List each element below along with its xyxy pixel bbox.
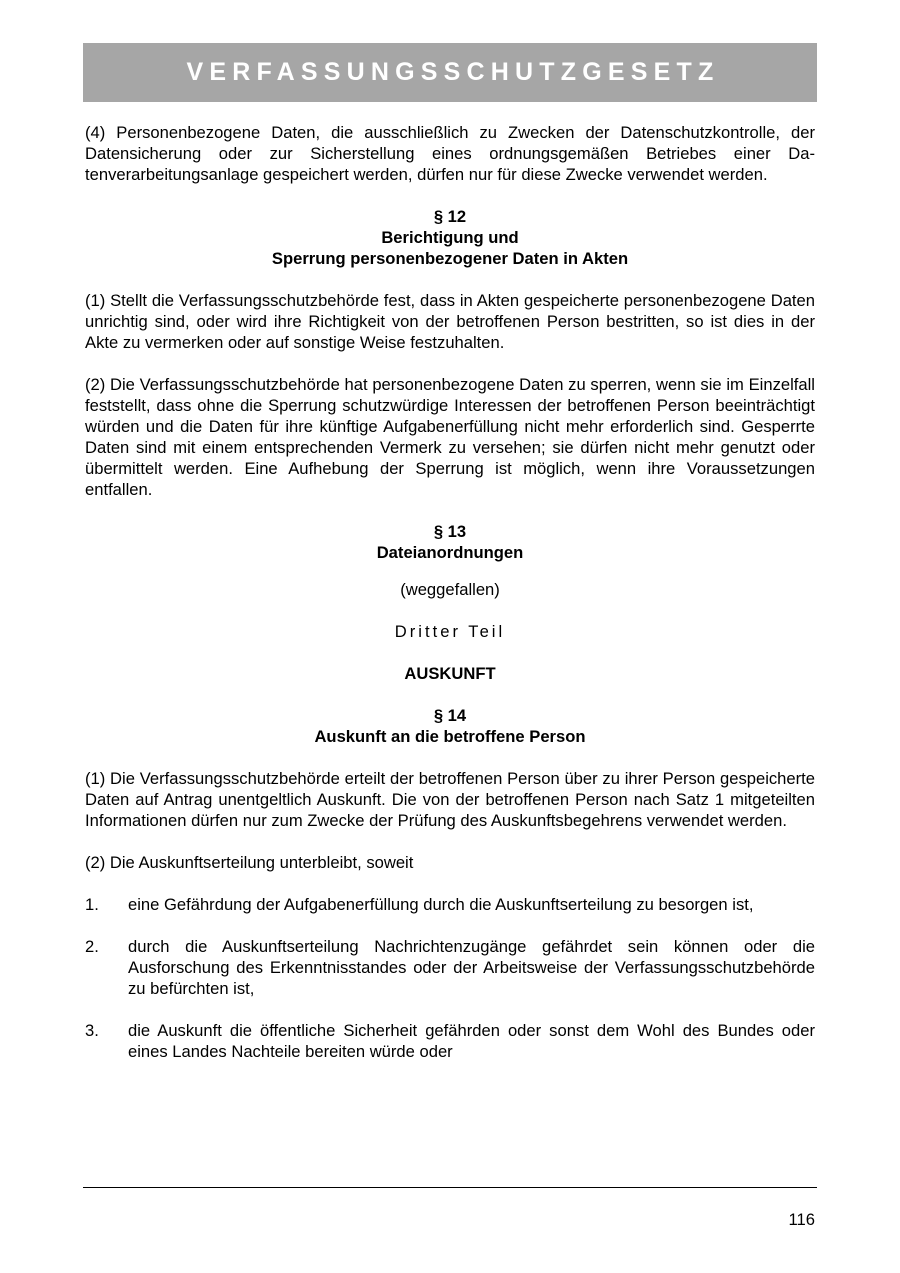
- section-14-title: Auskunft an die betroffene Person: [314, 727, 586, 746]
- paragraph-4: (4) Personenbezogene Daten, die ausschließlich zu Zwecken der Datenschutzkontrolle, der Datensicherung oder zur Sicherstellung eines ordnungsgemäßen Betriebes einer Datenverarbeitungsanlage gespeichert werden, dürfen nur für diese Zwecke verwendet werden.: [85, 123, 815, 184]
- section-12-paragraph-1: (1) Stellt die Verfassungsschutzbehörde fest, dass in Akten gespeicherte personenbezogene Daten unrichtig sind, oder wird ihre Richtigkeit von der betroffenen Person bestritten, so ist dies in der Akte zu vermerken oder auf sonstige Weise festzuhalten.: [85, 291, 815, 352]
- section-12-paragraph-2: (2) Die Verfassungsschutzbehörde hat personenbezogene Daten zu sperren, wenn sie im Einzelfall feststellt, dass ohne die Sperrung schutzwürdige Interessen der betroffenen Person beeinträchtigt würden und die Daten für ihre künftige Aufgabenerfüllung nicht mehr erforderlich sind. Gesperrte Daten sind mit einem entsprechenden Vermerk zu versehen; sie dürfen nicht mehr genutzt oder übermittelt werden. Eine Aufhebung der Sperrung ist möglich, wenn ihre Voraussetzungen entfallen.: [85, 375, 815, 499]
- part-label: Dritter Teil: [394, 622, 506, 641]
- header-title: VERFASSUNGSSCHUTZGESETZ: [186, 58, 720, 86]
- section-12-heading: [85, 206, 815, 269]
- list-item-text: eine Gefährdung der Aufgabenerfüllung durch die Auskunftserteilung zu besorgen ist,: [128, 895, 754, 914]
- section-12-title-line2: Sperrung personenbezogener Daten in Akten: [271, 249, 629, 268]
- section-13-number: § 13: [433, 522, 467, 541]
- section-14-heading: [85, 705, 815, 747]
- list-item-number: 1.: [85, 895, 99, 914]
- page-number: 116: [788, 1210, 815, 1229]
- section-14-paragraph-1: (1) Die Verfassungsschutzbehörde erteilt der betroffenen Person über zu ihrer Person gespeicherte Daten auf Antrag unentgeltlich Auskunft. Die von der betroffenen Person nach Satz 1 mitgeteilten Informationen dürfen nur zum Zwecke der Prüfung des Auskunftsbegehrens verwendet werden.: [85, 769, 815, 830]
- list-item: [85, 894, 815, 915]
- list-item: [85, 1020, 815, 1062]
- section-12-title-line1: Berichtigung und: [381, 228, 519, 247]
- page-header: [83, 43, 817, 102]
- footer-divider: [83, 1187, 817, 1188]
- list-item-number: 2.: [85, 937, 99, 956]
- list-item-number: 3.: [85, 1021, 99, 1040]
- list-item-text: die Auskunft die öffentliche Sicherheit gefährden oder sonst dem Wohl des Bundes oder eines Landes Nachteile bereiten würde oder: [128, 1021, 815, 1061]
- list-item-text: durch die Auskunftserteilung Nachrichtenzugänge gefährdet sein können oder die Ausforschung des Erkenntnisstandes oder der Arbeitsweise der Verfassungsschutzbehörde zu befürchten ist,: [128, 937, 815, 998]
- section-13-heading: [85, 521, 815, 563]
- list-item: [85, 936, 815, 999]
- section-14-paragraph-2: (2) Die Auskunftserteilung unterbleibt, soweit: [85, 853, 414, 872]
- section-13-title: Dateianordnungen: [376, 543, 524, 562]
- section-12-number: § 12: [433, 207, 467, 226]
- document-body: [85, 122, 815, 1083]
- section-13-note: (weggefallen): [400, 580, 500, 599]
- section-14-number: § 14: [433, 706, 467, 725]
- part-title: AUSKUNFT: [404, 664, 496, 683]
